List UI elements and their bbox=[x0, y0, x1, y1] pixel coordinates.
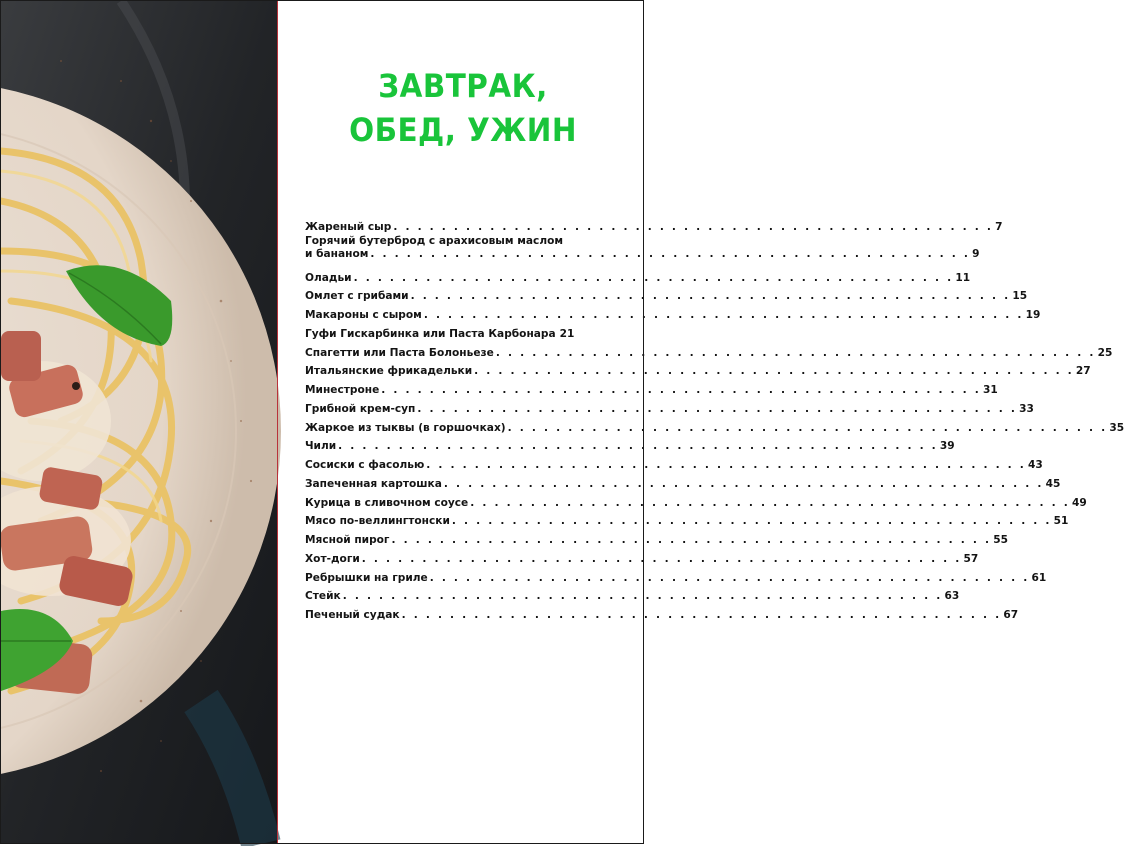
toc-dot-leader: . . . . . . . . . . . . . . . . . . . . . . . . . . . . . . . . . . . . . . . . . . . . . . . . . . bbox=[342, 590, 943, 603]
toc-page-number: 57 bbox=[963, 552, 979, 565]
toc-entry[interactable] bbox=[305, 340, 1113, 359]
toc-dot-leader: . . . . . . . . . . . . . . . . . . . . . . . . . . . . . . . . . . . . . . . . . . . . . . . . . . bbox=[393, 220, 994, 233]
toc-page-number: 39 bbox=[939, 440, 955, 453]
toc-dot-leader: . . . . . . . . . . . . . . . . . . . . . . . . . . . . . . . . . . . . . . . . . . . . . . . . . . bbox=[495, 346, 1096, 359]
toc-entry-title: Запеченная картошка bbox=[305, 477, 442, 490]
toc-page-number: 43 bbox=[1028, 459, 1043, 471]
toc-entry-title: Стейк bbox=[305, 590, 341, 603]
toc-dot-leader: . . . . . . . . . . . . . . . . . . . . . . . . . . . . . . . . . . . . . . . . . . . . . . . . . . bbox=[474, 365, 1074, 378]
toc-page-number: 33 bbox=[1019, 402, 1034, 415]
toc-entry-title: Оладьи bbox=[305, 271, 352, 284]
toc-page-number: 19 bbox=[1025, 309, 1041, 321]
toc-dot-leader: . . . . . . . . . . . . . . . . . . . . . . . . . . . . . . . . . . . . . . . . . . . . . . . . . . bbox=[470, 496, 1070, 509]
toc-dot-leader: . . . . . . . . . . . . . . . . . . . . . . . . . . . . . . . . . . . . . . . . . . . . . . . . . . bbox=[443, 477, 1044, 490]
toc-entry-title: Минестроне bbox=[305, 384, 380, 396]
toc-entry-title: Горячий бутерброд с арахисовым маслом bbox=[305, 234, 564, 247]
toc-entry-title: Сосиски с фасолью bbox=[305, 459, 425, 471]
toc-entry-title: Мясо по-веллингтонски bbox=[305, 515, 450, 528]
toc-entry-title: Итальянские фрикадельки bbox=[305, 365, 473, 378]
toc-entry[interactable] bbox=[305, 233, 980, 265]
toc-page-number: 55 bbox=[993, 534, 1008, 546]
chapter-heading-line2: ОБЕД, УЖИН bbox=[349, 111, 577, 149]
toc-page-number: 27 bbox=[1075, 365, 1091, 378]
toc-page-number: 9 bbox=[972, 247, 980, 260]
toc-entry[interactable] bbox=[305, 359, 1091, 378]
toc-entry[interactable] bbox=[305, 284, 1028, 303]
toc-page-number: 35 bbox=[1109, 421, 1124, 434]
toc-dot-leader: . . . . . . . . . . . . . . . . . . . . . . . . . . . . . . . . . . . . . . . . . . . . . . . . . . bbox=[507, 421, 1108, 434]
toc-dot-leader: . . . . . . . . . . . . . . . . . . . . . . . . . . . . . . . . . . . . . . . . . . . . . . . . . . bbox=[423, 309, 1024, 321]
toc-dot-leader: . . . . . . . . . . . . . . . . . . . . . . . . . . . . . . . . . . . . . . . . . . . . . . . . . . bbox=[429, 571, 1030, 584]
photo-edge-line bbox=[277, 1, 278, 844]
toc-dot-leader: . . . . . . . . . . . . . . . . . . . . . . . . . . . . . . . . . . . . . . . . . . . . . . . . . . bbox=[338, 440, 938, 453]
toc-entry[interactable] bbox=[305, 490, 1087, 509]
toc-page-number: 51 bbox=[1053, 515, 1069, 528]
toc-entry-title: Грибной крем-суп bbox=[305, 402, 416, 415]
table-of-contents bbox=[305, 214, 1124, 621]
toc-page-number: 11 bbox=[955, 271, 971, 284]
toc-entry-title: Омлет с грибами bbox=[305, 290, 409, 303]
toc-entry[interactable] bbox=[305, 415, 1124, 434]
toc-entry-title: Жаркое из тыквы (в горшочках) bbox=[305, 421, 506, 434]
toc-entry-title: Хот-доги bbox=[305, 552, 360, 565]
chapter-heading bbox=[295, 64, 632, 152]
toc-entry-title: Печеный судак bbox=[305, 609, 400, 621]
toc-page-number: 61 bbox=[1031, 571, 1047, 584]
toc-dot-leader: . . . . . . . . . . . . . . . . . . . . . . . . . . . . . . . . . . . . . . . . . . . . . . . . . . bbox=[353, 271, 954, 284]
toc-entry[interactable] bbox=[305, 434, 955, 453]
toc-entry[interactable] bbox=[305, 602, 1019, 621]
toc-entry[interactable] bbox=[305, 321, 575, 340]
toc-entry[interactable] bbox=[305, 509, 1069, 528]
toc-page-number: 21 bbox=[559, 327, 575, 340]
toc-entry-title: Макароны с сыром bbox=[305, 309, 422, 321]
toc-dot-leader: . . . . . . . . . . . . . . . . . . . . . . . . . . . . . . . . . . . . . . . . . . . . . . . . . . bbox=[381, 384, 982, 396]
toc-page-number: 15 bbox=[1012, 290, 1028, 303]
toc-entry-title: Курица в сливочном соусе bbox=[305, 496, 469, 509]
toc-page-number: 49 bbox=[1072, 496, 1087, 509]
toc-page-number: 63 bbox=[944, 590, 960, 603]
toc-dot-leader: . . . . . . . . . . . . . . . . . . . . . . . . . . . . . . . . . . . . . . . . . . . . . . . . . . bbox=[451, 515, 1052, 528]
toc-entry[interactable] bbox=[305, 377, 998, 396]
toc-dot-leader: . . . . . . . . . . . . . . . . . . . . . . . . . . . . . . . . . . . . . . . . . . . . . . . . . . bbox=[391, 534, 992, 546]
toc-entry[interactable] bbox=[305, 302, 1041, 321]
toc-entry[interactable] bbox=[305, 546, 979, 565]
pasta-photo bbox=[1, 1, 278, 844]
toc-page-number: 31 bbox=[983, 384, 998, 396]
chapter-heading-line1: ЗАВТРАК, bbox=[378, 67, 548, 105]
toc-entry[interactable] bbox=[305, 584, 960, 603]
toc-dot-leader: . . . . . . . . . . . . . . . . . . . . . . . . . . . . . . . . . . . . . . . . . . . . . . . . . . bbox=[401, 609, 1002, 621]
toc-entry[interactable] bbox=[305, 396, 1034, 415]
toc-page-number: 7 bbox=[995, 220, 1003, 233]
toc-entry[interactable] bbox=[305, 452, 1043, 471]
toc-entry[interactable] bbox=[305, 471, 1061, 490]
toc-dot-leader: . . . . . . . . . . . . . . . . . . . . . . . . . . . . . . . . . . . . . . . . . . . . . . . . . . bbox=[370, 247, 971, 260]
toc-dot-leader: . . . . . . . . . . . . . . . . . . . . . . . . . . . . . . . . . . . . . . . . . . . . . . . . . . bbox=[426, 459, 1027, 471]
toc-entry[interactable] bbox=[305, 214, 1003, 233]
toc-dot-leader: . . . . . . . . . . . . . . . . . . . . . . . . . . . . . . . . . . . . . . . . . . . . . . . . . . bbox=[417, 402, 1018, 415]
toc-entry-title: Мясной пирог bbox=[305, 534, 390, 546]
toc-entry-title: Ребрышки на гриле bbox=[305, 571, 428, 584]
toc-entry-title-continued bbox=[305, 247, 980, 261]
toc-entry-title-cont: и бананом bbox=[305, 247, 369, 260]
toc-dot-leader: . . . . . . . . . . . . . . . . . . . . . . . . . . . . . . . . . . . . . . . . . . . . . . . . . . bbox=[361, 552, 962, 565]
toc-page-number: 45 bbox=[1045, 477, 1061, 490]
toc-entry[interactable] bbox=[305, 265, 971, 284]
toc-entry[interactable] bbox=[305, 527, 1008, 546]
toc-page-number: 67 bbox=[1003, 609, 1019, 621]
toc-dot-leader: . . . . . . . . . . . . . . . . . . . . . . . . . . . . . . . . . . . . . . . . . . . . . . . . . . bbox=[410, 290, 1011, 303]
toc-entry[interactable] bbox=[305, 565, 1047, 584]
toc-entry-title: Жареный сыр bbox=[305, 220, 392, 233]
toc-entry-title: Гуфи Гискарбинка или Паста Карбонара bbox=[305, 327, 556, 340]
toc-entry-title: Спагетти или Паста Болоньезе bbox=[305, 346, 494, 359]
toc-entry-title: Чили bbox=[305, 440, 337, 453]
toc-page-number: 25 bbox=[1097, 346, 1113, 359]
